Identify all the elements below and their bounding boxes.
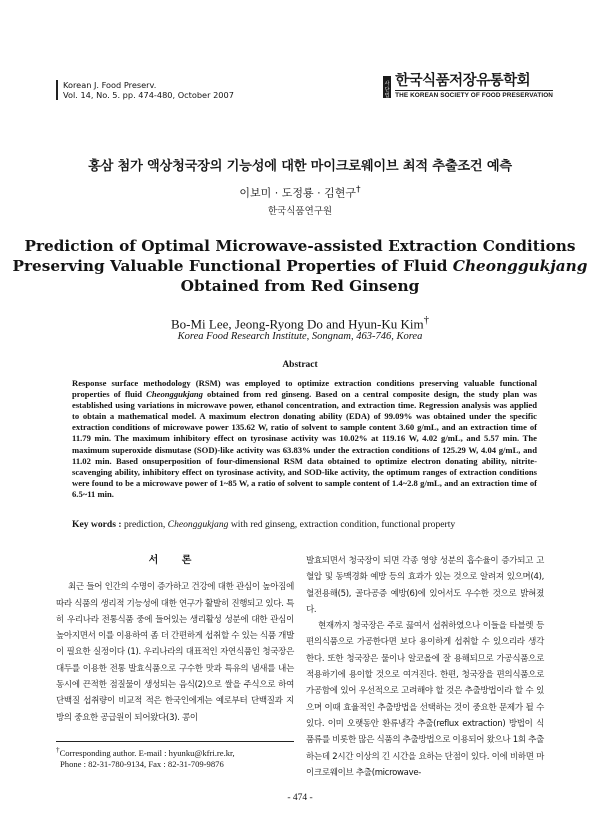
korean-title: 홍삼 첨가 액상청국장의 기능성에 대한 마이크로웨이브 최적 추출조건 예측 xyxy=(88,159,512,174)
english-title-line-2: Preserving Valuable Functional Properties of Fluid Cheonggukjang xyxy=(12,257,588,275)
footnote: †Corresponding author. E-mail : hyunku@kfri.re.kr, Phone : 82-31-780-9134, Fax : 82-31-709-9876 xyxy=(56,741,294,770)
english-authors: Bo-Mi Lee, Jeong-Ryong Do and Hyun-Ku Kim† xyxy=(170,314,429,332)
introduction-paragraph-3: 현재까지 청국장은 주로 끓여서 섭취하였으나 이들을 타블렛 등 편의식품으로 가공한다면 보다 용이하게 섭취할 수 있으리라 생각한다. 또한 청국장은 물이나 알코올에 잘 용해되므로 가공식품으로 적용하기에 용이할 것으로 여겨진다. 한편, 청국장을 편의식품으로 가공함에 있어 우선적으로 고려해야 할 것은 추출방법이라 할 수 있으며 이때 효율적인 추출방법을 선택하는 것이 중요한 문제가 될 수 있다. 이미 오랫동안 환류냉각 추출(reflux extraction) 방법이 식품류를 비롯한 많은 식품의 추출방법으로 이용되어 왔으나 1회 추출하는데 2시간 이상의 긴 시간을 요하는 단점이 있다. 이에 비하면 마이크로웨이브 추출(microwave- xyxy=(306,621,544,778)
corresponding-mark-en: † xyxy=(423,314,429,326)
page-number: - 474 - xyxy=(287,793,313,803)
introduction-paragraph-1: 최근 들어 인간의 수명이 증가하고 건강에 대한 관심이 높아짐에 따라 식품의 생리적 기능성에 대한 연구가 활발히 진행되고 있다. 특히 우리나라 전통식품 중에 들어있는 생리활성 성분에 대한 관심이 높아지면서 이를 이용하여 좀 더 간편하게 섭취할 수 있는 식품 개발이 필요한 실정이다 (1). 우리나라의 대표적인 자연식품인 청국장은 대두를 이용한 전통 발효식품으로 구수한 맛과 특유의 냄새를 내는 동시에 끈적한 점질물이 생성되는 음식(2)으로 쌀을 주식으로 하여 단백질 섭취량이 비교적 적은 한국인에게는 예로부터 단백질과 지방의 중요한 공급원이 되어왔다(3). 콩이 xyxy=(56,582,294,723)
korean-authors: 이보미 · 도정룡 · 김현구† xyxy=(239,184,361,200)
society-emblem: 사단법인 xyxy=(383,76,391,98)
right-column xyxy=(306,553,544,781)
abstract-body: Response surface methodology (RSM) was employed to optimize extraction conditions preserving valuable functional properties of fluid Cheonggukjang obtained from red ginseng. Based on a central composite design, the study plan was established using variations in microwave power, ethanol concentration, and extraction time. Regression analysis was applied to obtain a mathematical model. A maximum electron donating ability (EDA) of 99.09% was obtained under the specific extraction conditions of microwave power 135.62 W, ratio of solvent to sample content 3.60 g/mL, and an extraction time of 11.79 min. The maximum inhibitory effect on tyrosinase activity was 10.02% at 119.16 W, 4.02 g/mL, and 5.57 min. The maximum superoxide dismutase (SOD)-like activity was 63.83% under the extraction conditions of 125.29 W, 4.04 g/mL, and 11.02 min. Based onsuperposition of four-dimensional RSM data obtained to optimize electron donating ability, nitrite-scavenging ability, inhibitory effect on tyrosinase activity, and SOD-like activity, the optimum ranges of extraction conditions were found to be a microwave power of 1~85 W, a ratio of solvent to sample content of 1.4~2.8 g/mL, and an extraction time of 6.5~11 min. xyxy=(72,378,538,499)
english-title-line-3: Obtained from Red Ginseng xyxy=(180,277,420,295)
english-title-line-1: Prediction of Optimal Microwave-assisted Extraction Conditions xyxy=(24,237,576,255)
journal-volume: Vol. 14, No. 5. pp. 474-480, October 2007 xyxy=(63,90,234,100)
introduction-paragraph-2: 발효되면서 청국장이 되면 각종 영양 성분의 흡수율이 증가되고 고혈압 및 동맥경화 예방 등의 효과가 있는 것으로 알려져 있으며(4), 혈전용해(5), 골다공증 예방(6)에 있어서도 우수한 것으로 밝혀졌다. xyxy=(306,556,544,615)
corresponding-mark: † xyxy=(356,184,361,195)
journal-citation xyxy=(56,80,234,100)
society-logo xyxy=(383,73,553,105)
english-title xyxy=(0,236,600,296)
footnote-email: Corresponding author. E-mail : hyunku@kfri.re.kr, xyxy=(59,747,235,758)
left-column xyxy=(56,553,294,726)
society-name-korean: 한국식품저장유통학회 xyxy=(395,73,531,89)
abstract-heading: Abstract xyxy=(282,360,318,370)
korean-affiliation: 한국식품연구원 xyxy=(267,206,333,217)
footnote-phone: Phone : 82-31-780-9134, Fax : 82-31-709-9876 xyxy=(60,758,224,769)
english-affiliation: Korea Food Research Institute, Songnam, 463-746, Korea xyxy=(177,331,423,342)
section-heading-introduction: 서 론 xyxy=(148,555,202,566)
journal-name: Korean J. Food Preserv. xyxy=(63,80,157,90)
keywords: Key words : prediction, Cheonggukjang with red ginseng, extraction condition, functional property xyxy=(72,519,456,530)
society-name-english: THE KOREAN SOCIETY OF FOOD PRESERVATION xyxy=(395,92,553,99)
